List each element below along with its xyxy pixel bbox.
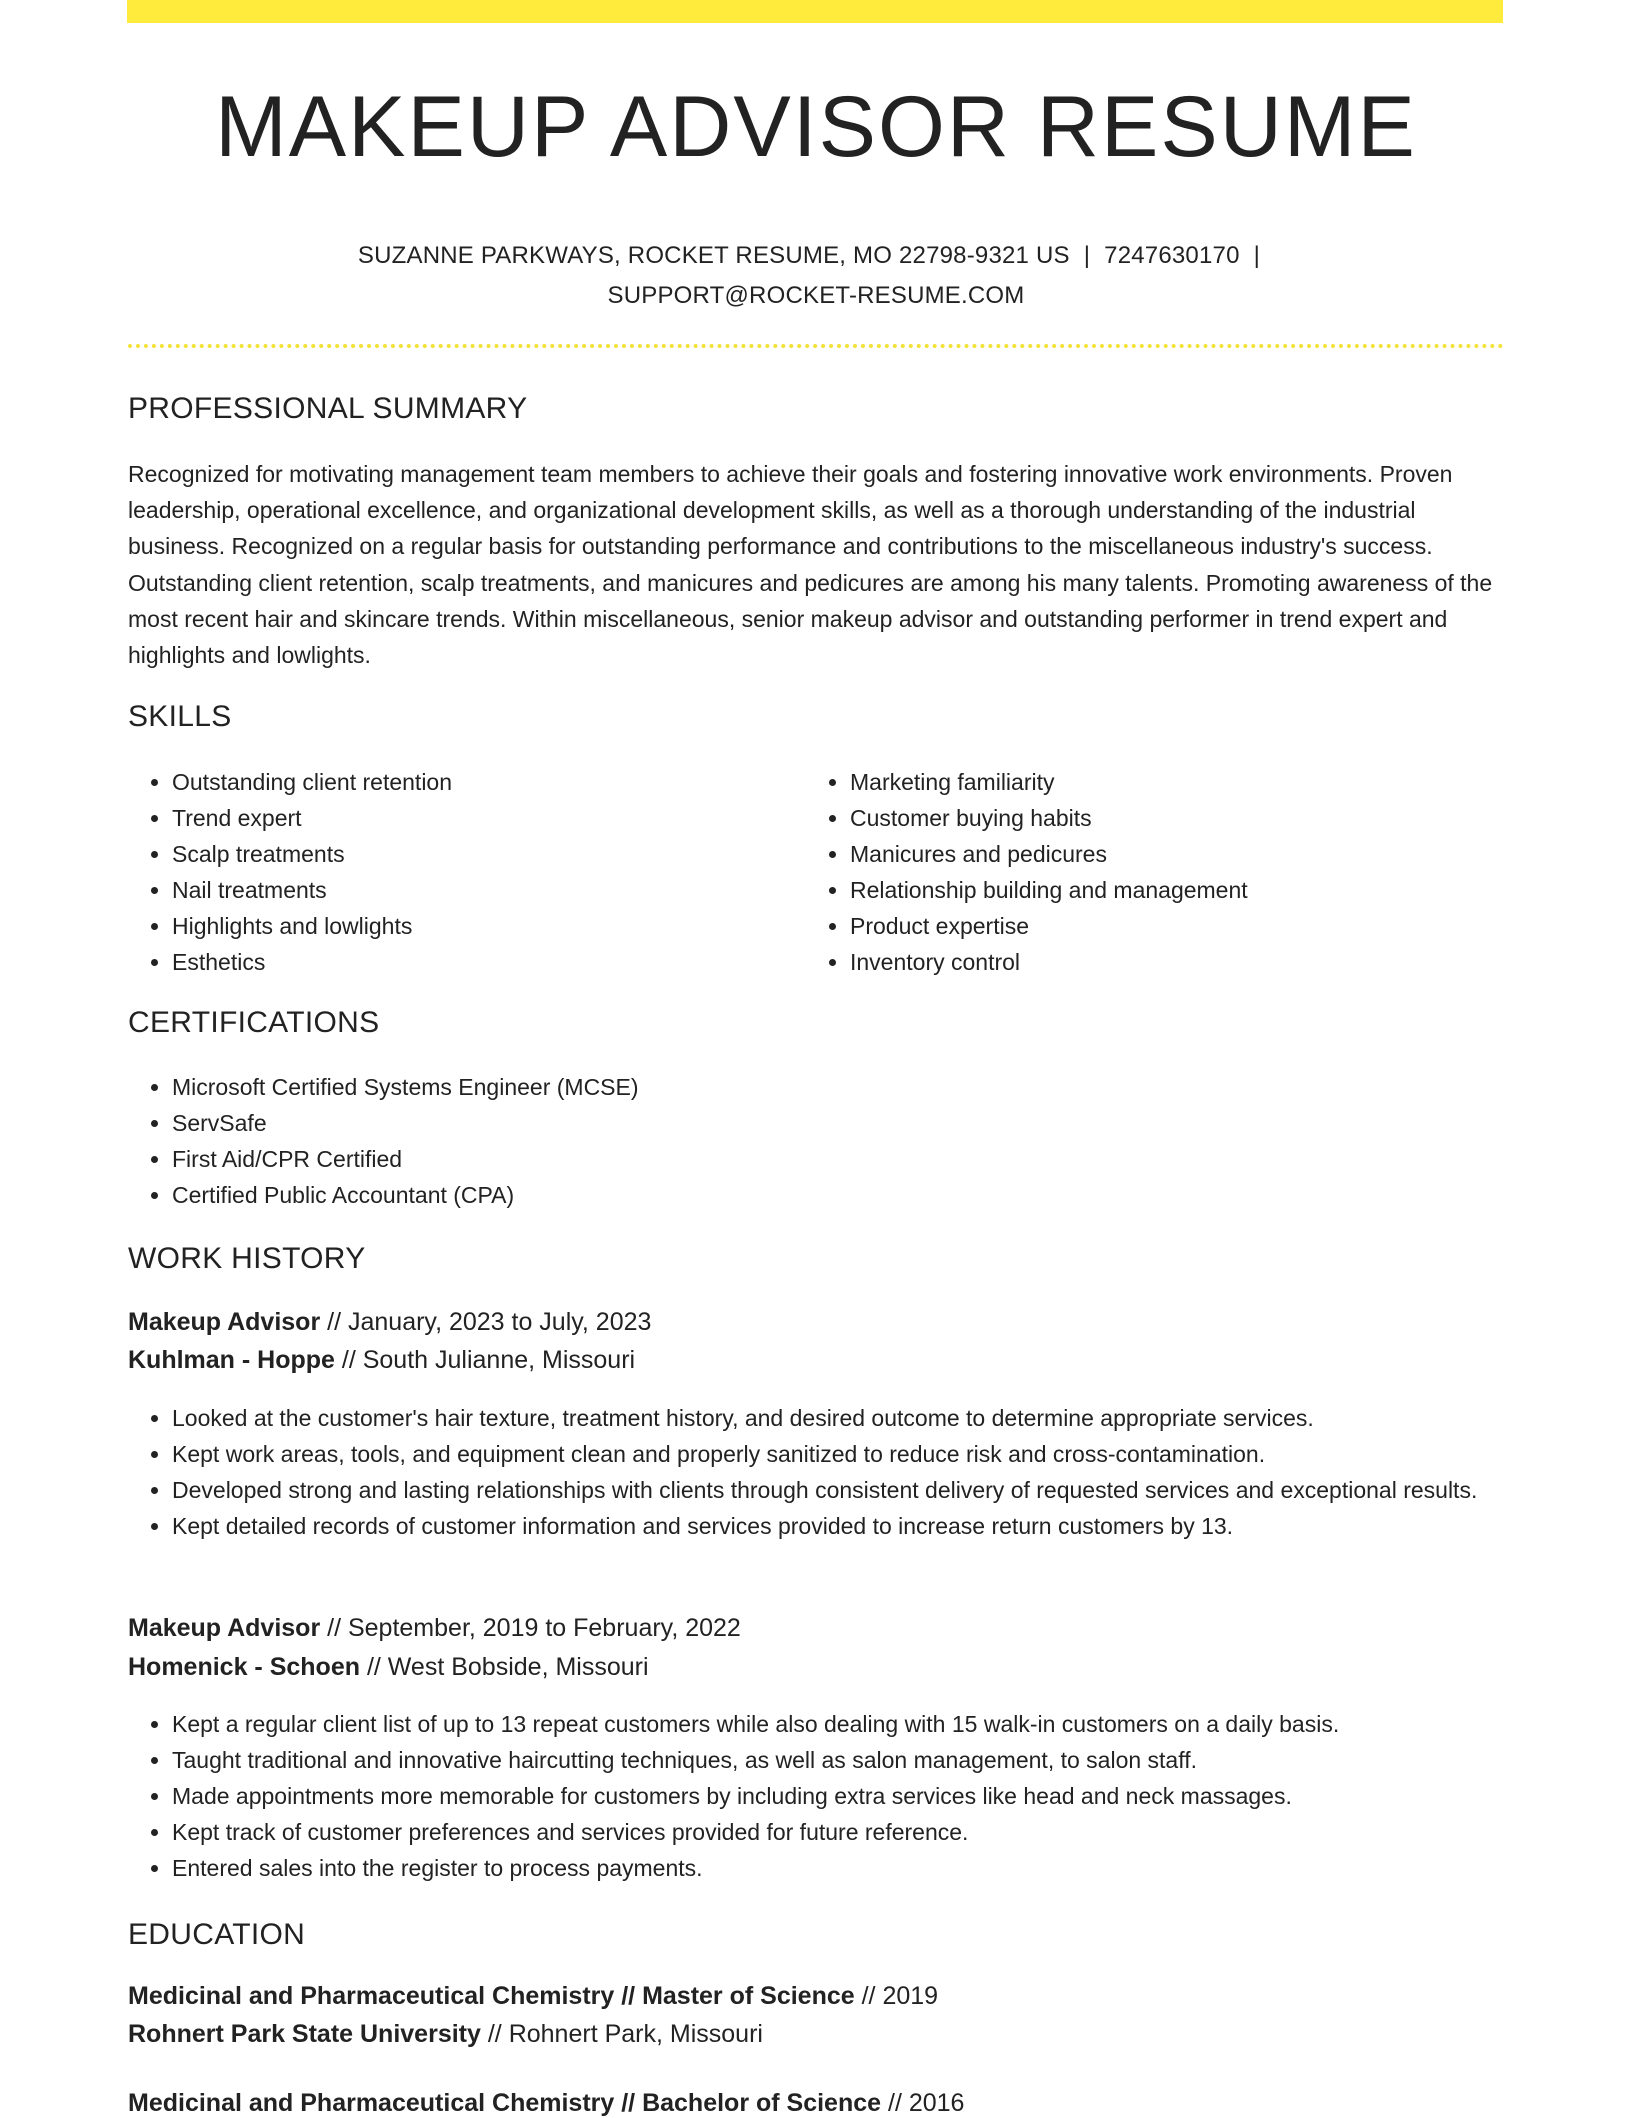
job-dates: // September, 2019 to February, 2022 <box>327 1614 741 1642</box>
list-item: • Customer buying habits <box>850 800 1510 836</box>
education-degree-line <box>128 1982 938 2011</box>
education-degree: Medicinal and Pharmaceutical Chemistry // Master of Science <box>128 1982 855 2010</box>
list-item: • Kept work areas, tools, and equipment clean and properly sanitized to reduce risk and cross-contamination. <box>172 1436 1548 1472</box>
dotted-divider <box>128 344 1504 348</box>
list-item: • Marketing familiarity <box>850 764 1510 800</box>
job-title-line <box>128 1614 741 1643</box>
section-heading-work-history: WORK HISTORY <box>128 1242 366 1275</box>
education-school-line <box>128 2020 763 2049</box>
education-year: // 2016 <box>888 2089 965 2117</box>
list-item: • Kept detailed records of customer information and services provided to increase return customers by 13. <box>172 1508 1548 1544</box>
skills-list-left <box>128 764 832 980</box>
list-item: • Developed strong and lasting relationships with clients through consistent delivery of requested services and exceptional results. <box>172 1472 1548 1508</box>
list-item: • Trend expert <box>172 800 832 836</box>
section-heading-skills: SKILLS <box>128 700 232 733</box>
list-item: • Scalp treatments <box>172 836 832 872</box>
job-bullets <box>128 1706 1548 1886</box>
section-heading-certifications: CERTIFICATIONS <box>128 1006 380 1039</box>
top-accent-bar <box>127 0 1503 23</box>
list-item: • ServSafe <box>172 1105 1548 1141</box>
contact-separator: | <box>1083 242 1091 269</box>
education-year: // 2019 <box>861 1982 939 2010</box>
list-item: • Product expertise <box>850 908 1510 944</box>
contact-address: SUZANNE PARKWAYS, ROCKET RESUME, MO 22798-9321 US <box>357 242 1070 269</box>
list-item: • Outstanding client retention <box>172 764 832 800</box>
section-heading-summary: PROFESSIONAL SUMMARY <box>128 392 528 425</box>
contact-separator: | <box>1253 242 1261 269</box>
contact-email[interactable]: SUPPORT@ROCKET-RESUME.COM <box>607 282 1025 309</box>
list-item: • Looked at the customer's hair texture, treatment history, and desired outcome to determine appropriate services. <box>172 1400 1548 1436</box>
job-bullets <box>128 1400 1548 1544</box>
resume-title: MAKEUP ADVISOR RESUME <box>215 79 1417 175</box>
list-item: • Nail treatments <box>172 872 832 908</box>
job-company-line <box>128 1346 635 1375</box>
list-item: • Certified Public Accountant (CPA) <box>172 1177 1548 1213</box>
contact-info <box>128 236 1504 316</box>
list-item: • Taught traditional and innovative haircutting techniques, as well as salon management, to salon staff. <box>172 1742 1548 1778</box>
list-item: • Esthetics <box>172 944 832 980</box>
list-item: • Kept a regular client list of up to 13 repeat customers while also dealing with 15 walk-in customers on a daily basis. <box>172 1706 1548 1742</box>
education-degree: Medicinal and Pharmaceutical Chemistry // Bachelor of Science <box>128 2089 882 2117</box>
job-location: // South Julianne, Missouri <box>341 1346 636 1374</box>
education-school: Rohnert Park State University <box>128 2020 481 2048</box>
list-item: • Relationship building and management <box>850 872 1510 908</box>
job-location: // West Bobside, Missouri <box>366 1653 649 1681</box>
section-heading-education: EDUCATION <box>128 1918 306 1951</box>
job-company: Homenick - Schoen <box>128 1653 360 1681</box>
job-title-line <box>128 1308 651 1337</box>
job-company: Kuhlman - Hoppe <box>128 1346 335 1374</box>
summary-text: Recognized for motivating management team members to achieve their goals and fostering innovative work environments. Proven leadership, operational excellence, and organizational development skills, as well as a thorough understanding of the industrial business. Recognized on a regular basis for outstanding performance and contributions to the miscellaneous industry's success. Outstanding client retention, scalp treatments, and manicures and pedicures are among his many talents. Promoting awareness of the most recent hair and skincare trends. Within miscellaneous, senior makeup advisor and outstanding performer in trend expert and highlights and lowlights. <box>128 461 1493 669</box>
list-item: • Entered sales into the register to process payments. <box>172 1850 1548 1886</box>
list-item: • First Aid/CPR Certified <box>172 1141 1548 1177</box>
list-item: • Kept track of customer preferences and services provided for future reference. <box>172 1814 1548 1850</box>
list-item: • Highlights and lowlights <box>172 908 832 944</box>
job-title: Makeup Advisor <box>128 1308 321 1336</box>
skills-list-right <box>806 764 1510 980</box>
job-title: Makeup Advisor <box>128 1614 321 1642</box>
job-dates: // January, 2023 to July, 2023 <box>327 1308 652 1336</box>
list-item: • Inventory control <box>850 944 1510 980</box>
contact-phone[interactable]: 7247630170 <box>1104 242 1240 269</box>
list-item: • Made appointments more memorable for customers by including extra services like head and neck massages. <box>172 1778 1548 1814</box>
education-location: // Rohnert Park, Missouri <box>487 2020 763 2048</box>
job-company-line <box>128 1653 649 1682</box>
education-degree-line <box>128 2089 964 2118</box>
list-item: • Microsoft Certified Systems Engineer (MCSE) <box>172 1069 1548 1105</box>
certifications-list <box>128 1069 1548 1213</box>
list-item: • Manicures and pedicures <box>850 836 1510 872</box>
